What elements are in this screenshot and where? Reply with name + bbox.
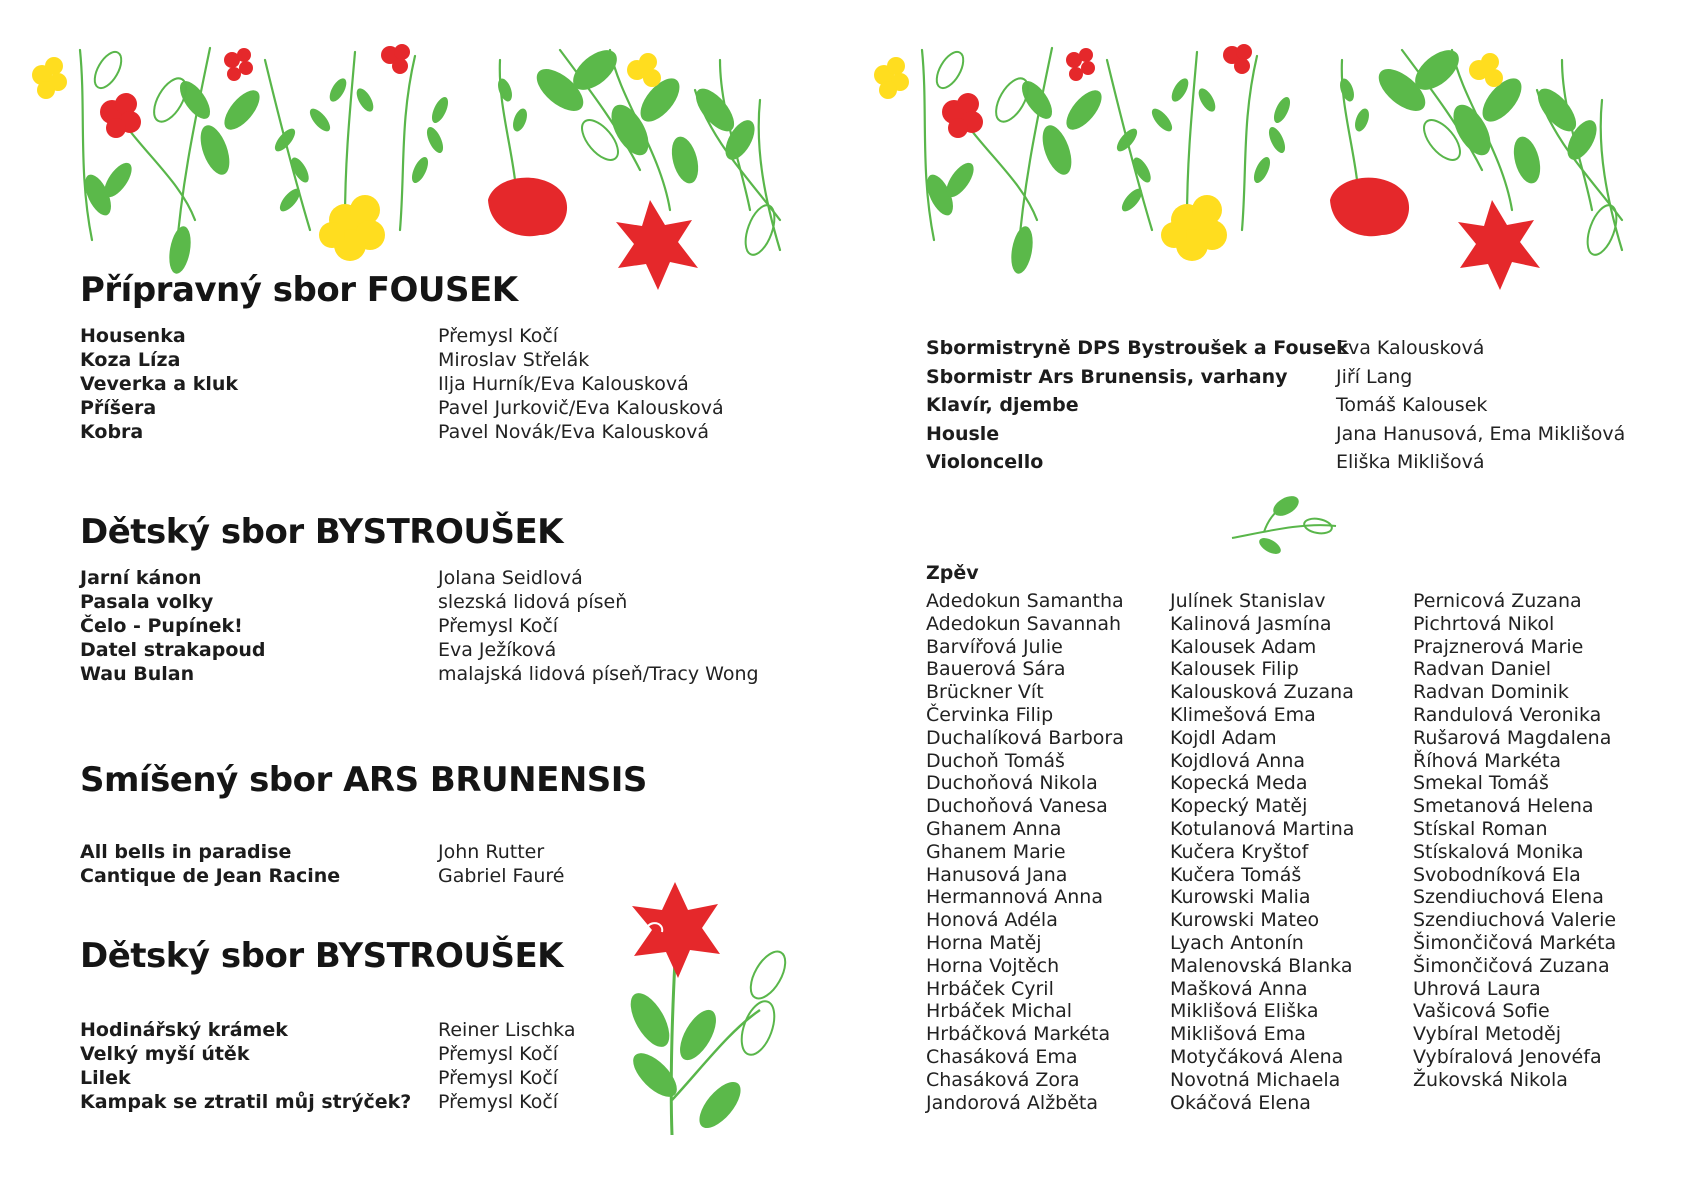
singer-name: Okáčová Elena xyxy=(1170,1091,1311,1114)
singer-name: Kojdl Adam xyxy=(1170,726,1277,749)
singer-name: Radvan Dominik xyxy=(1413,681,1569,704)
singer-name: Lyach Antonín xyxy=(1170,931,1304,954)
right-page xyxy=(842,0,1683,1190)
credit-name: Eliška Miklišová xyxy=(1336,451,1485,473)
program-item xyxy=(80,348,800,372)
piece-title: Housenka xyxy=(80,325,186,347)
program-item xyxy=(80,420,800,444)
credit-row xyxy=(926,363,1625,392)
singer-name: Duchoňová Vanesa xyxy=(926,795,1108,818)
piece-author: slezská lidová píseň xyxy=(438,591,628,613)
section-title: Smíšený sbor ARS BRUNENSIS xyxy=(80,760,647,800)
piece-author: Přemysl Kočí xyxy=(438,1091,559,1113)
piece-author: Jolana Seidlová xyxy=(438,567,583,589)
singer-name: Kopecká Meda xyxy=(1170,772,1308,795)
singer-name: Svobodníková Ela xyxy=(1413,863,1581,886)
singer-name: Horna Vojtěch xyxy=(926,954,1060,977)
singer-name: Novotná Michaela xyxy=(1170,1068,1341,1091)
singer-name: Stískalová Monika xyxy=(1413,840,1584,863)
piece-title: Wau Bulan xyxy=(80,663,195,685)
program-list xyxy=(80,324,800,444)
credit-row xyxy=(926,334,1625,363)
singer-name: Bauerová Sára xyxy=(926,658,1066,681)
credit-role: Sbormistr Ars Brunensis, varhany xyxy=(926,365,1288,388)
singer-name: Žukovská Nikola xyxy=(1413,1068,1568,1091)
section-title: Dětský sbor BYSTROUŠEK xyxy=(80,936,564,976)
singer-name: Radvan Daniel xyxy=(1413,658,1552,681)
credit-row xyxy=(926,448,1625,477)
singer-name: Smetanová Helena xyxy=(1413,795,1594,818)
singer-name: Vašicová Sofie xyxy=(1413,1000,1550,1023)
singer-name: Jandorová Alžběta xyxy=(926,1091,1099,1114)
singer-name: Randulová Veronika xyxy=(1413,703,1602,726)
singer-name: Vybíralová Jenovéfa xyxy=(1413,1045,1602,1068)
singer-name: Chasáková Ema xyxy=(926,1045,1078,1068)
singer-name: Ghanem Marie xyxy=(926,840,1066,863)
piece-title: All bells in paradise xyxy=(80,841,292,863)
program-list xyxy=(80,566,800,686)
singer-name: Miklišová Eliška xyxy=(1170,1000,1319,1023)
credit-role: Violoncello xyxy=(926,451,1044,473)
singer-name: Barvířová Julie xyxy=(926,635,1063,658)
credit-role: Housle xyxy=(926,422,1000,445)
piece-author: Gabriel Fauré xyxy=(438,865,565,887)
program-item xyxy=(80,590,800,614)
piece-title: Kobra xyxy=(80,421,144,443)
singers-column xyxy=(926,590,1124,1114)
piece-title: Čelo - Pupínek! xyxy=(80,615,243,637)
singer-name: Malenovská Blanka xyxy=(1170,954,1353,977)
singer-name: Kurowski Malia xyxy=(1170,886,1311,909)
singers-heading: Zpěv xyxy=(926,562,979,584)
singer-name: Miklišová Ema xyxy=(1170,1023,1306,1046)
singer-name: Prajznerová Marie xyxy=(1413,635,1584,658)
singer-name: Kalousek Adam xyxy=(1170,635,1317,658)
piece-title: Hodinářský krámek xyxy=(80,1019,288,1041)
credits-list xyxy=(926,334,1625,477)
singer-name: Adedokun Savannah xyxy=(926,612,1122,635)
singer-name: Hanusová Jana xyxy=(926,863,1068,886)
singer-name: Hrbáček Michal xyxy=(926,1000,1073,1023)
piece-author: Reiner Lischka xyxy=(438,1019,576,1041)
singer-name: Horna Matěj xyxy=(926,931,1042,954)
program-item xyxy=(80,566,800,590)
singer-name: Hrbáček Cyril xyxy=(926,977,1054,1000)
piece-author: John Rutter xyxy=(438,841,545,863)
piece-author: Pavel Novák/Eva Kalousková xyxy=(438,421,710,443)
piece-title: Velký myší útěk xyxy=(80,1043,250,1065)
program-item xyxy=(80,324,800,348)
piece-title: Datel strakapoud xyxy=(80,639,266,661)
piece-title: Příšera xyxy=(80,397,157,419)
credit-name: Jana Hanusová, Ema Miklišová xyxy=(1336,422,1626,445)
singer-name: Klimešová Ema xyxy=(1170,703,1316,726)
credit-role: Klavír, djembe xyxy=(926,394,1079,416)
red-flower-illustration xyxy=(610,870,810,1150)
singer-name: Šimončičová Zuzana xyxy=(1413,954,1610,977)
singer-name: Rušarová Magdalena xyxy=(1413,726,1612,749)
singer-name: Kalousek Filip xyxy=(1170,658,1299,681)
singer-name: Smekal Tomáš xyxy=(1413,772,1549,795)
singer-name: Szendiuchová Elena xyxy=(1413,886,1604,909)
singer-name: Duchoň Tomáš xyxy=(926,749,1065,772)
piece-title: Cantique de Jean Racine xyxy=(80,865,341,887)
singer-name: Hrbáčková Markéta xyxy=(926,1023,1111,1046)
piece-author: Přemysl Kočí xyxy=(438,1067,559,1089)
program-item xyxy=(80,614,800,638)
singer-name: Říhová Markéta xyxy=(1413,749,1562,772)
singer-name: Ghanem Anna xyxy=(926,817,1062,840)
piece-title: Pasala volky xyxy=(80,591,214,613)
piece-author: Přemysl Kočí xyxy=(438,1043,559,1065)
singer-name: Kučera Tomáš xyxy=(1170,863,1302,886)
singer-name: Pichrtová Nikol xyxy=(1413,612,1555,635)
singer-name: Kojdlová Anna xyxy=(1170,749,1306,772)
piece-author: Pavel Jurkovič/Eva Kalousková xyxy=(438,397,724,419)
program-item xyxy=(80,840,800,864)
piece-author: Ilja Hurník/Eva Kalousková xyxy=(438,373,689,395)
singers-column xyxy=(1413,590,1616,1092)
piece-author: malajská lidová píseň/Tracy Wong xyxy=(438,663,759,685)
singer-name: Šimončičová Markéta xyxy=(1413,931,1617,954)
credit-name: Jiří Lang xyxy=(1336,365,1413,388)
piece-author: Přemysl Kočí xyxy=(438,615,559,637)
singer-name: Julínek Stanislav xyxy=(1170,590,1326,612)
singers-column xyxy=(1170,590,1354,1114)
singer-name: Stískal Roman xyxy=(1413,817,1548,840)
singer-name: Duchoňová Nikola xyxy=(926,772,1098,795)
piece-author: Eva Ježíková xyxy=(438,639,557,661)
program-item xyxy=(80,372,800,396)
program-item xyxy=(80,396,800,420)
floral-band-illustration xyxy=(862,30,1662,320)
singer-name: Kotulanová Martina xyxy=(1170,817,1355,840)
singer-name: Motyčáková Alena xyxy=(1170,1045,1344,1068)
singer-name: Chasáková Zora xyxy=(926,1068,1080,1091)
singer-name: Kalinová Jasmína xyxy=(1170,612,1332,635)
singer-name: Kučera Kryštof xyxy=(1170,840,1309,863)
piece-title: Koza Líza xyxy=(80,349,181,371)
credit-row xyxy=(926,391,1625,420)
singer-name: Kurowski Mateo xyxy=(1170,909,1320,932)
left-page xyxy=(0,0,841,1190)
section-title: Dětský sbor BYSTROUŠEK xyxy=(80,512,564,552)
section-title: Přípravný sbor FOUSEK xyxy=(80,270,518,310)
piece-author: Přemysl Kočí xyxy=(438,325,559,347)
piece-title: Veverka a kluk xyxy=(80,373,239,395)
program-item xyxy=(80,662,800,686)
singer-name: Mašková Anna xyxy=(1170,977,1308,1000)
leaf-sprig-icon xyxy=(1224,492,1344,556)
credit-name: Eva Kalousková xyxy=(1336,337,1485,359)
singer-name: Uhrová Laura xyxy=(1413,977,1541,1000)
piece-title: Jarní kánon xyxy=(80,567,202,589)
singer-name: Adedokun Samantha xyxy=(926,590,1124,612)
program-item xyxy=(80,638,800,662)
singer-name: Vybíral Metoděj xyxy=(1413,1023,1562,1046)
singer-name: Duchalíková Barbora xyxy=(926,726,1124,749)
piece-title: Lilek xyxy=(80,1067,131,1089)
singer-name: Kopecký Matěj xyxy=(1170,795,1308,818)
piece-author: Miroslav Střelák xyxy=(438,349,590,371)
credit-role: Sbormistryně DPS Bystroušek a Fousek xyxy=(926,337,1349,359)
credit-row xyxy=(926,420,1625,449)
singer-name: Pernicová Zuzana xyxy=(1413,590,1582,612)
singer-name: Kalousková Zuzana xyxy=(1170,681,1354,704)
piece-title: Kampak se ztratil můj strýček? xyxy=(80,1091,412,1113)
credit-name: Tomáš Kalousek xyxy=(1336,394,1488,416)
singer-name: Honová Adéla xyxy=(926,909,1058,932)
singer-name: Brückner Vít xyxy=(926,681,1044,704)
singer-name: Červinka Filip xyxy=(926,703,1054,726)
singer-name: Szendiuchová Valerie xyxy=(1413,909,1617,932)
singer-name: Hermannová Anna xyxy=(926,886,1103,909)
